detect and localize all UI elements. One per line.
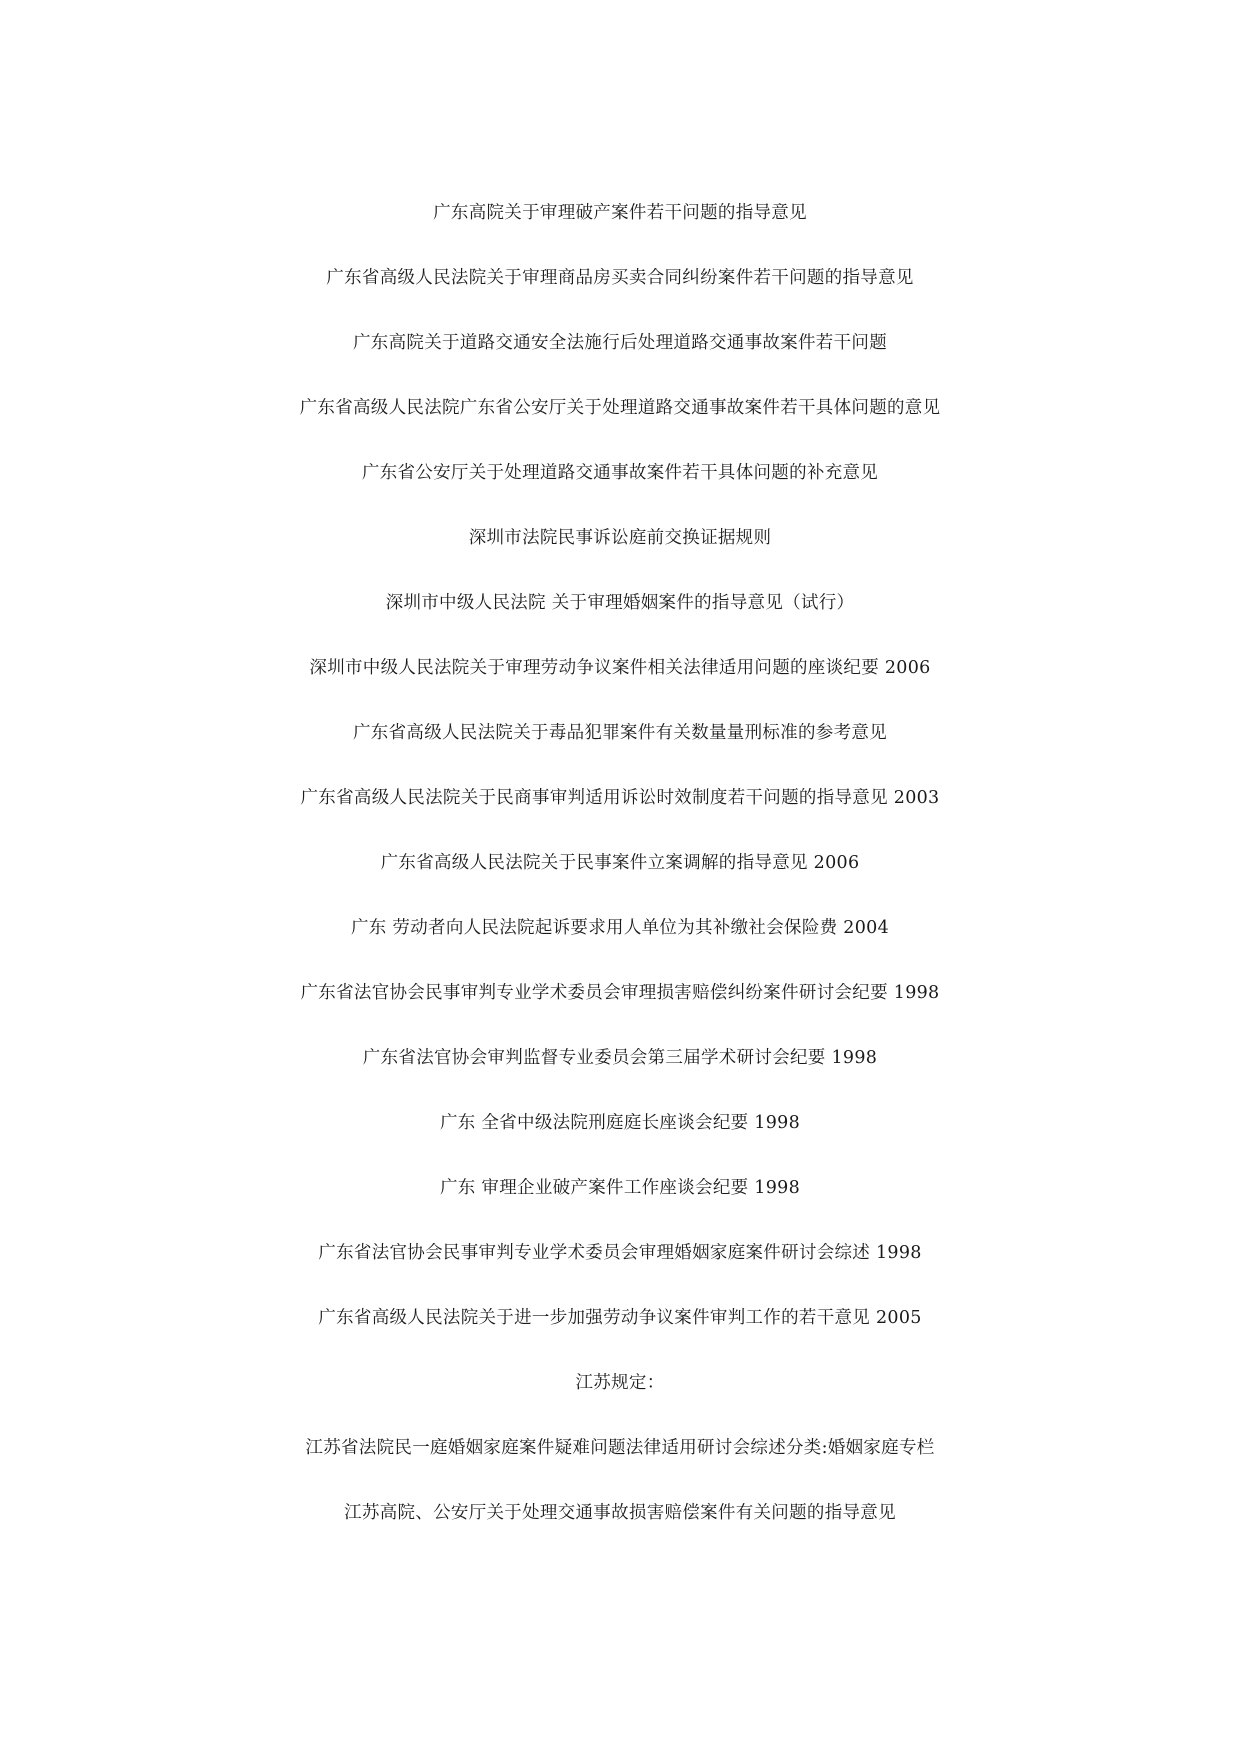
document-line: 江苏高院、公安厅关于处理交通事故损害赔偿案件有关问题的指导意见	[344, 1503, 896, 1523]
document-line: 广东 审理企业破产案件工作座谈会纪要 1998	[439, 1178, 801, 1198]
document-line-list	[0, 199, 1240, 1564]
document-line: 广东省高级人民法院关于毒品犯罪案件有关数量量刑标准的参考意见	[353, 723, 887, 743]
section-heading: 江苏规定：	[575, 1373, 665, 1393]
document-line: 广东省高级人民法院广东省公安厅关于处理道路交通事故案件若干具体问题的意见	[299, 398, 941, 418]
document-line: 广东省法官协会民事审判专业学术委员会审理婚姻家庭案件研讨会综述 1998	[318, 1243, 922, 1263]
document-line: 广东高院关于道路交通安全法施行后处理道路交通事故案件若干问题	[353, 333, 887, 353]
document-line: 深圳市中级人民法院关于审理劳动争议案件相关法律适用问题的座谈纪要 2006	[309, 658, 931, 678]
document-line: 广东省高级人民法院关于审理商品房买卖合同纠纷案件若干问题的指导意见	[326, 268, 914, 288]
document-line: 广东省高级人民法院关于民事案件立案调解的指导意见 2006	[380, 853, 860, 873]
document-line: 广东省法官协会审判监督专业委员会第三届学术研讨会纪要 1998	[362, 1048, 878, 1068]
document-line: 深圳市中级人民法院 关于审理婚姻案件的指导意见（试行）	[385, 593, 855, 613]
document-line: 广东高院关于审理破产案件若干问题的指导意见	[433, 203, 807, 223]
document-line: 江苏省法院民一庭婚姻家庭案件疑难问题法律适用研讨会综述分类:婚姻家庭专栏	[305, 1438, 935, 1458]
document-line: 广东省法官协会民事审判专业学术委员会审理损害赔偿纠纷案件研讨会纪要 1998	[300, 983, 940, 1003]
document-line: 广东 全省中级法院刑庭庭长座谈会纪要 1998	[439, 1113, 801, 1133]
document-line: 深圳市法院民事诉讼庭前交换证据规则	[468, 528, 772, 548]
document-line: 广东省高级人民法院关于进一步加强劳动争议案件审判工作的若干意见 2005	[318, 1308, 922, 1328]
document-line: 广东省高级人民法院关于民商事审判适用诉讼时效制度若干问题的指导意见 2003	[300, 788, 940, 808]
document-line: 广东 劳动者向人民法院起诉要求用人单位为其补缴社会保险费 2004	[350, 918, 890, 938]
document-line: 广东省公安厅关于处理道路交通事故案件若干具体问题的补充意见	[361, 463, 879, 483]
